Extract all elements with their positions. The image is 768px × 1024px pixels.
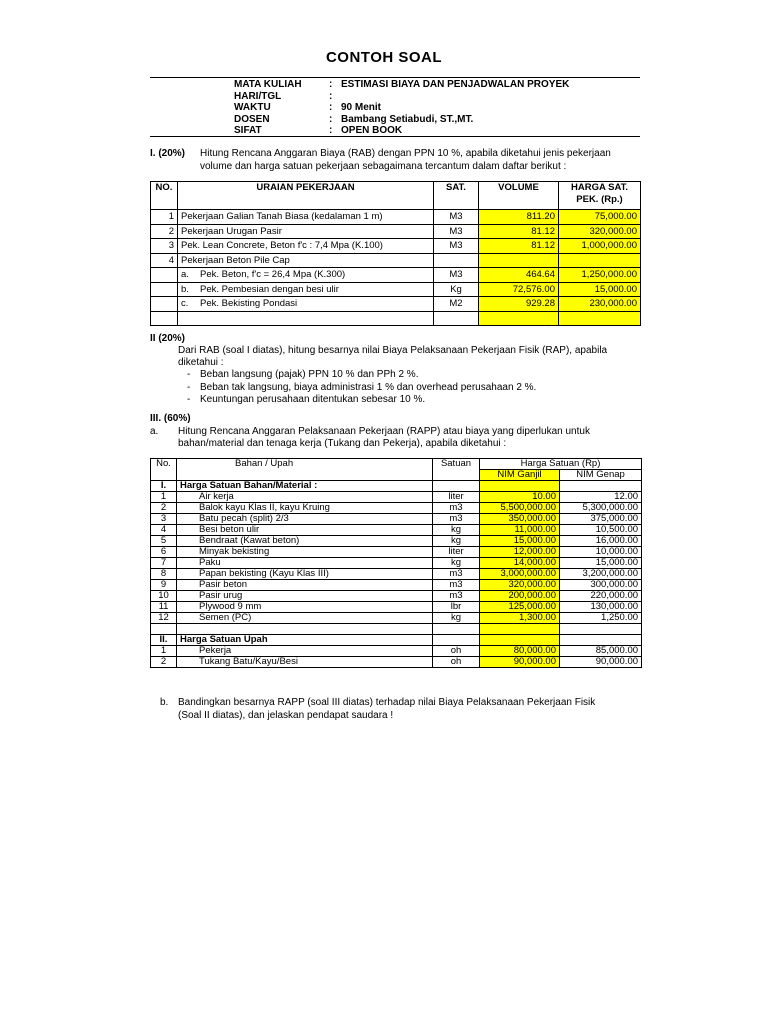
rapp-cell-empty <box>433 634 480 645</box>
q2-bullet-text: Beban langsung (pajak) PPN 10 % dan PPh 2 %. <box>200 369 419 380</box>
rab-header-no: NO. <box>151 182 178 210</box>
rapp-cell-no: 5 <box>151 536 177 547</box>
rapp-row <box>151 547 642 558</box>
rapp-cell-genap: 375,000.00 <box>560 514 642 525</box>
rapp-cell-item: Bendraat (Kawat beton) <box>177 536 433 547</box>
rab-cell-volume <box>479 253 559 268</box>
rapp-cell-sat: lbr <box>433 602 480 613</box>
rapp-cell-sat: kg <box>433 536 480 547</box>
rapp-cell-sat: kg <box>433 558 480 569</box>
rapp-cell-sat: m3 <box>433 591 480 602</box>
rab-row <box>151 268 641 283</box>
rab-cell-sat: M3 <box>434 224 479 239</box>
rapp-cell-ganjil: 14,000.00 <box>480 558 560 569</box>
rapp-cell-no: 12 <box>151 613 177 624</box>
q2-bullet-text: Beban tak langsung, biaya administrasi 1 % dan overhead perusahaan 2 %. <box>200 381 537 393</box>
rapp-header-harga: Harga Satuan (Rp) <box>480 459 642 470</box>
header-value: OPEN BOOK <box>341 125 403 137</box>
q1-text-line2: volume dan harga satuan pekerjaan sebagaimana tercantum dalam daftar berikut : <box>200 161 567 172</box>
document-title: CONTOH SOAL <box>325 49 443 66</box>
rab-cell-volume <box>479 311 559 326</box>
rapp-cell-genap: 300,000.00 <box>560 580 642 591</box>
rapp-cell-item: Pasir urug <box>177 591 433 602</box>
rapp-section-upah <box>151 634 642 645</box>
rab-cell-volume: 81.12 <box>479 239 559 254</box>
rab-cell-sat: M3 <box>434 239 479 254</box>
rapp-cell-no: 11 <box>151 602 177 613</box>
q2-bullet-dash: - <box>187 381 191 393</box>
rab-cell-uraian-text: Pekerjaan Beton Pile Cap <box>181 254 290 266</box>
rapp-cell-empty <box>151 624 177 635</box>
rab-cell-uraian <box>178 297 434 312</box>
rapp-cell-item: Tukang Batu/Kayu/Besi <box>177 656 433 667</box>
q2-bullet-dash: - <box>187 394 191 405</box>
rapp-cell-item: Minyak bekisting <box>177 547 433 558</box>
q3b-part-b: b. <box>160 697 169 708</box>
header-colon: : <box>329 79 333 90</box>
rapp-row <box>151 569 642 580</box>
rapp-cell-item: Balok kayu Klas II, kayu Kruing <box>177 503 433 514</box>
rapp-cell-item: Besi beton ulir <box>177 525 433 536</box>
header-label: WAKTU <box>234 102 271 114</box>
rapp-cell-item: Plywood 9 mm <box>177 602 433 613</box>
rapp-cell-empty <box>433 481 480 492</box>
rapp-row <box>151 656 642 667</box>
rapp-section-label: Harga Satuan Upah <box>177 634 433 645</box>
rapp-cell-item: Paku <box>177 558 433 569</box>
rapp-cell-empty <box>480 634 560 645</box>
rapp-cell-genap: 220,000.00 <box>560 591 642 602</box>
rapp-cell-ganjil: 3,000,000.00 <box>480 569 560 580</box>
rapp-row <box>151 602 642 613</box>
rapp-cell-ganjil: 350,000.00 <box>480 514 560 525</box>
rab-table-header <box>151 182 641 210</box>
rab-cell-volume: 929.28 <box>479 297 559 312</box>
rab-cell-no: 4 <box>151 253 178 268</box>
rab-cell-harga <box>559 311 641 326</box>
header-label: MATA KULIAH <box>234 79 302 90</box>
rab-row <box>151 311 641 326</box>
header-value: 90 Menit <box>341 102 382 114</box>
rapp-cell-ganjil: 15,000.00 <box>480 536 560 547</box>
header-value: ESTIMASI BIAYA DAN PENJADWALAN PROYEK <box>341 79 570 90</box>
rab-row <box>151 210 641 225</box>
rab-cell-sat: Kg <box>434 282 479 297</box>
rab-cell-uraian-text: Pekerjaan Galian Tanah Biasa (kedalaman 1 m) <box>181 211 383 223</box>
rab-cell-uraian-text: Pek. Bekisting Pondasi <box>200 298 298 310</box>
rapp-header-satuan: Satuan <box>433 459 480 481</box>
rapp-cell-no: 7 <box>151 558 177 569</box>
rapp-cell-empty <box>560 634 642 645</box>
q2-bullet-dash: - <box>187 369 191 380</box>
rab-cell-harga: 75,000.00 <box>559 210 641 225</box>
rab-cell-harga <box>559 253 641 268</box>
rapp-cell-empty <box>560 481 642 492</box>
rapp-cell-no: 2 <box>151 503 177 514</box>
rab-cell-sat <box>434 311 479 326</box>
rab-cell-no <box>151 268 178 283</box>
rapp-cell-sat: kg <box>433 525 480 536</box>
rapp-cell-sat: kg <box>433 613 480 624</box>
q3-text-line1: Hitung Rencana Anggaran Pelaksanaan Pekerjaan (RAPP) atau biaya yang diperlukan untuk <box>178 426 590 437</box>
header-bottom-rule <box>150 136 640 137</box>
rab-cell-uraian <box>178 311 434 326</box>
rapp-cell-item: Batu pecah (split) 2/3 <box>177 514 433 525</box>
rab-header-harga-line1: HARGA SAT. <box>571 182 628 193</box>
q2-number: II (20%) <box>150 333 186 344</box>
rapp-cell-empty <box>433 624 480 635</box>
rab-cell-volume: 464.64 <box>479 268 559 283</box>
q2-bullet-text: Keuntungan perusahaan ditentukan sebesar 10 %. <box>200 394 426 405</box>
header-colon: : <box>329 102 333 114</box>
rapp-cell-no: 9 <box>151 580 177 591</box>
rab-cell-uraian-text: Pek. Beton, f'c = 26,4 Mpa (K.300) <box>200 269 346 281</box>
rapp-section-no: II. <box>151 634 177 645</box>
rapp-row <box>151 645 642 656</box>
header-colon: : <box>329 90 333 102</box>
header-label: SIFAT <box>234 125 262 137</box>
q1-number: I. (20%) <box>150 148 186 159</box>
rapp-header-ganjil: NIM Ganjil <box>480 470 560 481</box>
rapp-cell-no: 3 <box>151 514 177 525</box>
q2-text-line2: diketahui : <box>178 357 224 368</box>
rab-cell-uraian-text: Pek. Lean Concrete, Beton f'c : 7,4 Mpa (K.100) <box>181 240 383 252</box>
rab-cell-harga: 230,000.00 <box>559 297 641 312</box>
header-row <box>234 114 473 126</box>
rapp-cell-genap: 12.00 <box>560 492 642 503</box>
rapp-row <box>151 613 642 624</box>
rapp-cell-no: 8 <box>151 569 177 580</box>
rab-row <box>151 253 641 268</box>
rab-cell-sat <box>434 253 479 268</box>
rapp-cell-genap: 85,000.00 <box>560 645 642 656</box>
rab-cell-sub: a. <box>181 269 189 281</box>
q3-number: III. (60%) <box>150 413 191 424</box>
rapp-cell-genap: 1,250.00 <box>560 613 642 624</box>
rapp-cell-sat: m3 <box>433 503 480 514</box>
rapp-cell-ganjil: 200,000.00 <box>480 591 560 602</box>
rapp-cell-ganjil: 12,000.00 <box>480 547 560 558</box>
rapp-row <box>151 503 642 514</box>
rab-cell-uraian-text: Pek. Pembesian dengan besi ulir <box>200 283 339 295</box>
rapp-cell-ganjil: 320,000.00 <box>480 580 560 591</box>
rab-cell-uraian <box>178 253 434 268</box>
rapp-cell-no: 1 <box>151 645 177 656</box>
rab-row <box>151 282 641 297</box>
rab-cell-no: 3 <box>151 239 178 254</box>
rab-header-sat: SAT. <box>434 182 479 210</box>
rapp-cell-item: Air kerja <box>177 492 433 503</box>
header-top-rule <box>150 77 640 78</box>
rapp-cell-ganjil: 125,000.00 <box>480 602 560 613</box>
rapp-cell-sat: m3 <box>433 514 480 525</box>
rapp-row <box>151 591 642 602</box>
rab-cell-no: 2 <box>151 224 178 239</box>
rapp-cell-genap: 5,300,000.00 <box>560 503 642 514</box>
rab-cell-volume: 811.20 <box>479 210 559 225</box>
header-colon: : <box>329 125 333 137</box>
rab-cell-volume: 81.12 <box>479 224 559 239</box>
header-colon: : <box>329 113 333 125</box>
rab-table <box>150 181 641 326</box>
rapp-cell-no: 6 <box>151 547 177 558</box>
rapp-cell-genap: 10,000.00 <box>560 547 642 558</box>
rapp-cell-ganjil: 11,000.00 <box>480 525 560 536</box>
rapp-header-row1 <box>151 459 642 470</box>
rapp-row <box>151 492 642 503</box>
rapp-section-no: I. <box>151 481 177 492</box>
rab-cell-harga: 1,000,000.00 <box>559 239 641 254</box>
rapp-row <box>151 536 642 547</box>
header-row <box>234 91 341 103</box>
rapp-cell-genap: 90,000.00 <box>560 656 642 667</box>
rapp-section-label: Harga Satuan Bahan/Material : <box>177 481 433 492</box>
rapp-cell-no: 1 <box>151 492 177 503</box>
rapp-cell-genap: 130,000.00 <box>560 602 642 613</box>
rab-header-uraian: URAIAN PEKERJAAN <box>178 182 434 210</box>
rapp-cell-item: Pasir beton <box>177 580 433 591</box>
rapp-cell-ganjil: 5,500,000.00 <box>480 503 560 514</box>
rab-cell-no: 1 <box>151 210 178 225</box>
rab-row <box>151 224 641 239</box>
rapp-blank-row <box>151 624 642 635</box>
rab-header-volume: VOLUME <box>479 182 559 210</box>
header-value: Bambang Setiabudi, ST.,MT. <box>341 113 474 125</box>
rapp-cell-sat: oh <box>433 656 480 667</box>
rab-cell-uraian <box>178 210 434 225</box>
rab-cell-uraian <box>178 282 434 297</box>
rapp-section-material <box>151 481 642 492</box>
rab-header-harga <box>559 182 641 210</box>
rab-row <box>151 297 641 312</box>
rab-cell-no <box>151 297 178 312</box>
rapp-row <box>151 514 642 525</box>
q3b-text-line1: Bandingkan besarnya RAPP (soal III diatas) terhadap nilai Biaya Pelaksanaan Pekerjaan Fisik <box>178 697 596 708</box>
rab-cell-volume: 72,576.00 <box>479 282 559 297</box>
rab-cell-sat: M2 <box>434 297 479 312</box>
rapp-cell-ganjil: 1,300.00 <box>480 613 560 624</box>
rapp-cell-genap: 16,000.00 <box>560 536 642 547</box>
rapp-cell-item: Pekerja <box>177 645 433 656</box>
rapp-cell-empty <box>177 624 433 635</box>
rapp-cell-sat: m3 <box>433 580 480 591</box>
rapp-header-no: No. <box>151 459 177 481</box>
q3b-text-line2: (Soal II diatas), dan jelaskan pendapat saudara ! <box>178 710 394 721</box>
header-row <box>234 102 381 114</box>
rab-row <box>151 239 641 254</box>
rapp-cell-genap: 3,200,000.00 <box>560 569 642 580</box>
rapp-cell-ganjil: 10.00 <box>480 492 560 503</box>
header-label: DOSEN <box>234 113 270 125</box>
rab-cell-sat: M3 <box>434 210 479 225</box>
q1-text-line1: Hitung Rencana Anggaran Biaya (RAB) dengan PPN 10 %, apabila diketahui jenis pekerjaan <box>200 148 611 159</box>
rapp-cell-sat: liter <box>433 547 480 558</box>
rab-cell-uraian <box>178 268 434 283</box>
rapp-cell-sat: m3 <box>433 569 480 580</box>
rapp-cell-empty <box>560 624 642 635</box>
rab-cell-uraian <box>178 239 434 254</box>
rapp-cell-ganjil: 90,000.00 <box>480 656 560 667</box>
q3-text-line2: bahan/material dan tenaga kerja (Tukang dan Pekerja), apabila diketahui : <box>178 438 507 449</box>
rab-cell-harga: 320,000.00 <box>559 224 641 239</box>
rapp-header-bahan: Bahan / Upah <box>177 459 433 481</box>
header-label: HARI/TGL <box>234 90 282 102</box>
rab-cell-sub: b. <box>181 283 189 295</box>
rapp-cell-no: 4 <box>151 525 177 536</box>
rapp-cell-no: 2 <box>151 656 177 667</box>
rab-cell-sat: M3 <box>434 268 479 283</box>
rapp-header-genap: NIM Genap <box>560 470 642 481</box>
rapp-row <box>151 558 642 569</box>
rapp-cell-item: Papan bekisting (Kayu Klas III) <box>177 569 433 580</box>
header-row <box>234 79 569 91</box>
q2-text-line1: Dari RAB (soal I diatas), hitung besarnya nilai Biaya Pelaksanaan Pekerjaan Fisik (RAP), apabila <box>178 345 608 356</box>
rapp-row <box>151 580 642 591</box>
rapp-cell-empty <box>480 481 560 492</box>
rab-cell-uraian <box>178 224 434 239</box>
rapp-cell-sat: liter <box>433 492 480 503</box>
rapp-cell-empty <box>480 624 560 635</box>
rapp-cell-genap: 10,500.00 <box>560 525 642 536</box>
q3-part-a: a. <box>150 426 159 437</box>
rapp-row <box>151 525 642 536</box>
rapp-table <box>150 458 642 668</box>
rapp-cell-ganjil: 80,000.00 <box>480 645 560 656</box>
rab-cell-no <box>151 282 178 297</box>
rab-header-harga-line2: PEK. (Rp.) <box>576 194 623 205</box>
rab-cell-sub: c. <box>181 298 189 310</box>
rapp-cell-sat: oh <box>433 645 480 656</box>
rapp-cell-item: Semen (PC) <box>177 613 433 624</box>
rab-cell-no <box>151 311 178 326</box>
rab-cell-uraian-text: Pekerjaan Urugan Pasir <box>181 225 282 237</box>
rapp-cell-no: 10 <box>151 591 177 602</box>
rab-cell-harga: 1,250,000.00 <box>559 268 641 283</box>
rapp-cell-genap: 15,000.00 <box>560 558 642 569</box>
rab-cell-harga: 15,000.00 <box>559 282 641 297</box>
